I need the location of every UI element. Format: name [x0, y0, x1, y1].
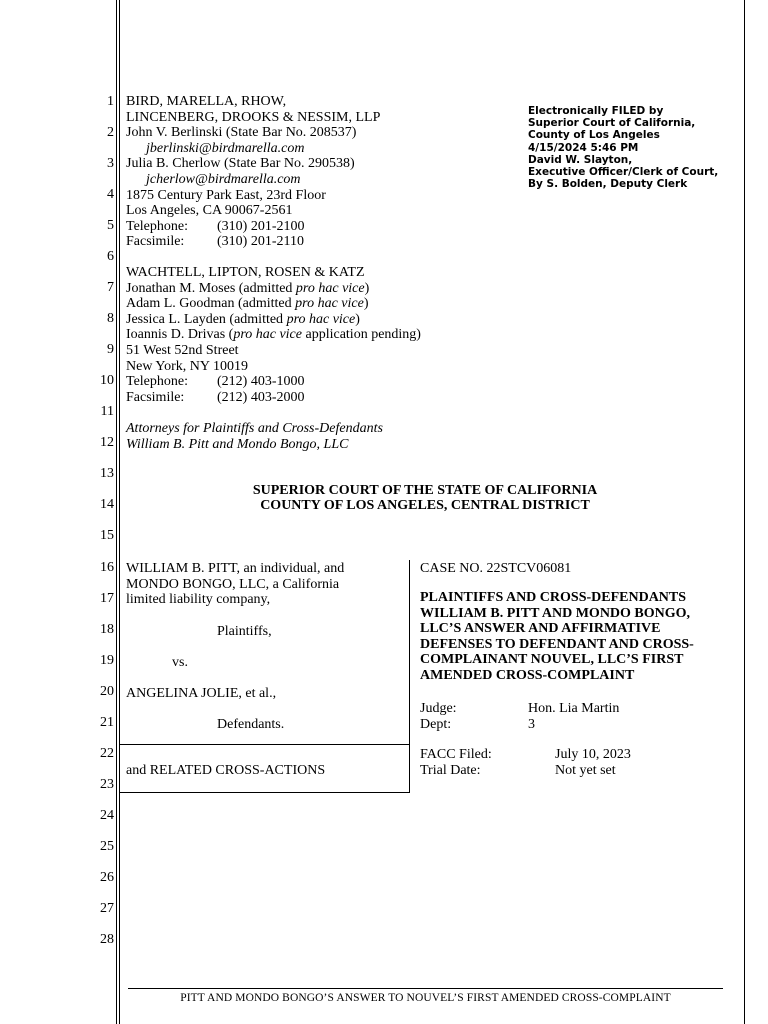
left-margin-rule-outer: [116, 0, 117, 1024]
document-title: [420, 590, 730, 683]
firm2-attorney4-name: Ioannis D. Drivas (: [126, 327, 234, 343]
plaintiffs-label: Plaintiffs,: [217, 623, 272, 639]
line-number: 5: [107, 218, 114, 233]
line-number: 27: [100, 901, 114, 916]
firm1-telephone-label: Telephone:: [126, 218, 188, 234]
dept-number: 3: [528, 716, 535, 732]
right-margin-rule: [744, 0, 745, 1024]
close-paren: ): [355, 311, 360, 327]
firm2-attorney3-name: Jessica L. Layden (admitted: [126, 311, 287, 327]
firm1-name-line2: LINCENBERG, DROOKS & NESSIM, LLP: [126, 109, 381, 125]
firm1-attorney2: Julia B. Cherlow (State Bar No. 290538): [126, 156, 355, 172]
dept-label: Dept:: [420, 716, 452, 732]
firm2-name: WACHTELL, LIPTON, ROSEN & KATZ: [126, 265, 365, 280]
line-number: 26: [100, 870, 114, 885]
document-title-line: DEFENSES TO DEFENDANT AND CROSS-: [420, 636, 694, 652]
attorneys-for-line1: Attorneys for Plaintiffs and Cross-Defendants: [126, 421, 383, 436]
defendant-party: ANGELINA JOLIE, et al.,: [126, 685, 277, 701]
firm2-telephone: (212) 403-1000: [217, 374, 305, 390]
versus-label: vs.: [172, 654, 188, 670]
firm2-attorney3: [126, 312, 360, 328]
close-paren: ): [363, 296, 369, 312]
caption-divider-top: [120, 744, 410, 745]
line-number: 14: [100, 497, 114, 512]
firm2-attorney4: [126, 327, 421, 343]
line-number: 28: [100, 932, 114, 947]
firm1-facsimile: (310) 201-2110: [217, 234, 304, 250]
line-number: 7: [107, 280, 114, 295]
stamp-line: Superior Court of California,: [528, 117, 696, 130]
line-number: 2: [107, 125, 114, 140]
line-number: 21: [100, 715, 114, 730]
court-name-line2: COUNTY OF LOS ANGELES, CENTRAL DISTRICT: [260, 498, 590, 513]
related-cross-actions: and RELATED CROSS-ACTIONS: [126, 763, 326, 778]
document-title-line: PLAINTIFFS AND CROSS-DEFENDANTS: [420, 590, 687, 605]
line-number: 24: [100, 808, 114, 823]
line-number: 4: [107, 187, 114, 202]
firm1-telephone: (310) 201-2100: [217, 218, 305, 234]
stamp-line: Executive Officer/Clerk of Court,: [528, 166, 719, 179]
efiling-stamp: [528, 105, 718, 190]
pro-hac-vice: pro hac vice: [286, 311, 356, 327]
document-title-line: LLC’S ANSWER AND AFFIRMATIVE: [420, 621, 661, 636]
pro-hac-vice: pro hac vice: [295, 280, 365, 296]
caption-vertical-rule: [409, 560, 410, 793]
facc-filed-date: July 10, 2023: [555, 747, 631, 762]
line-number: 12: [100, 435, 114, 450]
judge-name: Hon. Lia Martin: [528, 701, 620, 716]
judge-label: Judge:: [420, 701, 457, 716]
line-number: 18: [100, 622, 114, 637]
close-paren: ): [364, 280, 370, 296]
pro-hac-vice: pro hac vice: [233, 327, 302, 343]
stamp-line: County of Los Angeles: [528, 129, 660, 142]
pro-hac-vice: pro hac vice: [295, 296, 364, 312]
defendants-label: Defendants.: [217, 716, 285, 732]
firm1-email1: jberlinski@birdmarella.com: [146, 140, 305, 156]
footer-rule: [128, 988, 723, 989]
firm2-attorney2-name: Adam L. Goodman (admitted: [126, 296, 296, 312]
court-name-line1: SUPERIOR COURT OF THE STATE OF CALIFORNIA: [252, 483, 598, 498]
firm2-address1: 51 West 52nd Street: [126, 343, 239, 358]
firm2-facsimile: (212) 403-2000: [217, 389, 305, 405]
case-number: CASE NO. 22STCV06081: [420, 561, 572, 576]
firm1-name-line1: BIRD, MARELLA, RHOW,: [126, 94, 287, 109]
line-number: 20: [100, 684, 114, 699]
line-number: 11: [100, 404, 114, 419]
stamp-line: David W. Slayton,: [528, 153, 633, 166]
document-title-line: AMENDED CROSS-COMPLAINT: [420, 667, 635, 683]
document-title-line: COMPLAINANT NOUVEL, LLC’S FIRST: [420, 652, 684, 667]
application-pending: application pending): [302, 327, 421, 343]
firm2-address2: New York, NY 10019: [126, 358, 248, 374]
line-number: 16: [100, 560, 114, 575]
line-number: 13: [100, 466, 114, 481]
firm1-facsimile-label: Facsimile:: [126, 234, 185, 250]
line-number: 22: [100, 746, 114, 761]
trial-date-label: Trial Date:: [420, 762, 481, 778]
firm2-telephone-label: Telephone:: [126, 374, 188, 390]
firm2-attorney1: [126, 281, 369, 297]
line-number: 25: [100, 839, 114, 854]
line-number: 3: [107, 156, 114, 171]
plaintiff-party-line3: limited liability company,: [126, 592, 271, 608]
firm1-email2: jcherlow@birdmarella.com: [146, 172, 301, 187]
firm1-address2: Los Angeles, CA 90067-2561: [126, 203, 293, 219]
line-number: 8: [107, 311, 114, 326]
stamp-line: 4/15/2024 5:46 PM: [528, 141, 639, 154]
firm2-attorney1-name: Jonathan M. Moses (admitted: [126, 280, 296, 296]
line-number: 23: [100, 777, 114, 792]
firm2-facsimile-label: Facsimile:: [126, 389, 185, 405]
plaintiff-party-line1: WILLIAM B. PITT, an individual, and: [126, 561, 345, 576]
firm1-address1: 1875 Century Park East, 23rd Floor: [126, 187, 326, 203]
trial-date: Not yet set: [555, 762, 616, 778]
facc-filed-label: FACC Filed:: [420, 747, 492, 762]
firm2-attorney2: [126, 296, 369, 312]
line-number: 6: [107, 249, 114, 264]
attorneys-for-line2: William B. Pitt and Mondo Bongo, LLC: [126, 436, 349, 452]
line-number: 9: [107, 342, 114, 357]
document-footer: PITT AND MONDO BONGO’S ANSWER TO NOUVEL’S FIRST AMENDED CROSS-COMPLAINT: [180, 992, 671, 1004]
stamp-line: By S. Bolden, Deputy Clerk: [528, 178, 688, 191]
caption-divider-bottom: [120, 792, 410, 793]
line-number: 19: [100, 653, 114, 668]
plaintiff-party-line2: MONDO BONGO, LLC, a California: [126, 576, 340, 592]
line-number: 17: [100, 591, 114, 606]
line-number: 10: [100, 373, 114, 388]
line-number: 15: [100, 528, 114, 543]
document-title-line: WILLIAM B. PITT AND MONDO BONGO,: [420, 605, 691, 621]
firm1-attorney1: John V. Berlinski (State Bar No. 208537): [126, 125, 357, 141]
line-number: 1: [107, 94, 114, 109]
stamp-line: Electronically FILED by: [528, 105, 664, 117]
